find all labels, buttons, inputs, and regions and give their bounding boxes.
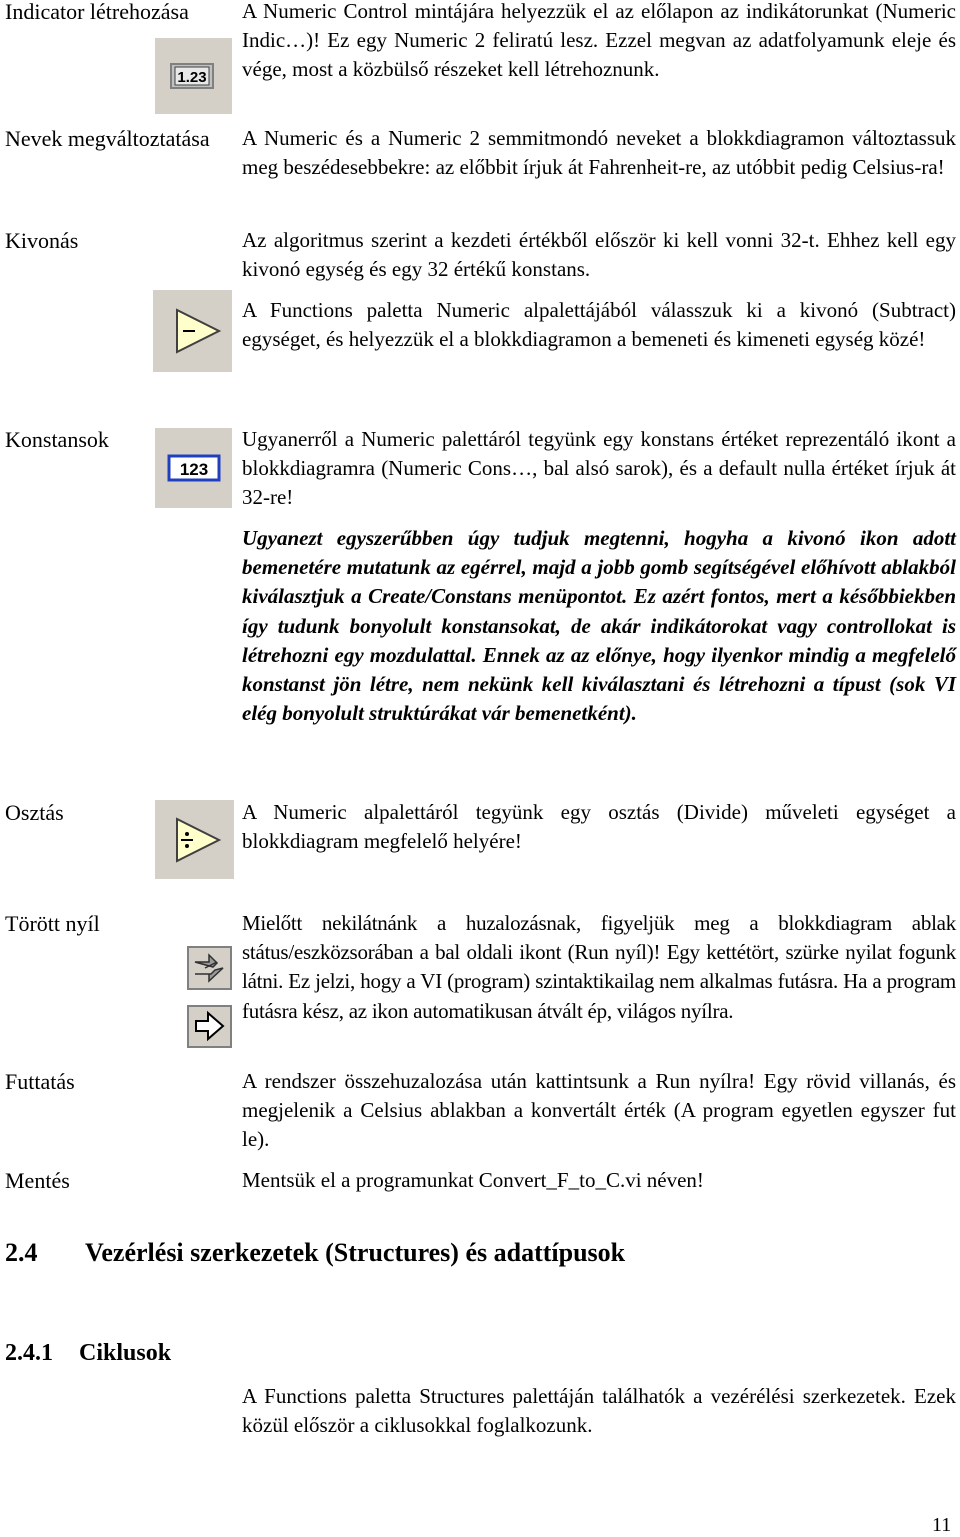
numeric-constant-icon-text: 123 xyxy=(179,460,209,479)
subtract-icon xyxy=(153,290,232,372)
label-divide: Osztás xyxy=(5,800,64,825)
subsection-title: Ciklusok xyxy=(79,1340,172,1366)
subsection-number: 2.4.1 xyxy=(5,1340,53,1366)
text-run: A rendszer összehuzalozása után kattintsunk a Run nyílra! Egy rövid villanás, és megjelenik a Celsius ablakban a konvertált érték (A program egyetlen egyszer fut le). xyxy=(242,1069,956,1152)
numeric-indicator-icon-text: 1.23 xyxy=(177,69,207,86)
divide-icon xyxy=(155,800,234,879)
text-broken-arrow: Mielőtt nekilátnánk a huzalozásnak, figyeljük meg a blokkdiagram ablak státus/eszközsorában a bal oldali ikont (Run nyíl)! Egy kettétört, szürke nyilat fogunk látni. Ez jelzi, hogy a VI (program) szintaktikailag nem alkalmas futásra. Ha a program futásra kész, az ikon automatikusan átvált ép, világos nyílra. xyxy=(242,911,956,1023)
intro-paragraph: A Functions paletta Structures palettáján találhatók a vezérélési szerkezetek. Ezek közül először a ciklusokkal foglalkozunk. xyxy=(242,1384,956,1438)
label-constants: Konstansok xyxy=(5,427,109,452)
text-divide: A Numeric alpalettáról tegyünk egy osztás (Divide) műveleti egységet a blokkdiagram megfelelő helyére! xyxy=(242,800,956,854)
section-number: 2.4 xyxy=(5,1238,38,1267)
section-heading xyxy=(5,1238,625,1268)
label-subtract: Kivonás xyxy=(5,228,79,253)
text-subtract-2: A Functions paletta Numeric alpalettájából válasszuk ki a kivonó (Subtract) egységet, és helyezzük el a blokkdiagramon a bemeneti és kimeneti egység közé! xyxy=(242,298,956,352)
text-constants-1: Ugyanerről a Numeric palettáról tegyünk egy konstans értéket reprezentáló ikont a blokkdiagramra (Numeric Cons…, bal alsó sarok), és a default nulla értéket írjuk át 32-re! xyxy=(242,427,956,510)
label-indicator: Indicator létrehozása xyxy=(5,0,189,24)
label-save: Mentés xyxy=(5,1168,70,1193)
run-arrow-icon[interactable] xyxy=(187,1005,232,1048)
label-run: Futtatás xyxy=(5,1069,75,1094)
page-number: 11 xyxy=(932,1514,952,1536)
label-rename: Nevek megváltoztatása xyxy=(5,126,210,151)
numeric-indicator-icon xyxy=(155,38,232,114)
text-constants-2: Ugyanezt egyszerűbben úgy tudjuk megtenni, hogyha a kivonó ikon adott bemenetére mutatunk az egérrel, majd a jobb gomb segítségével előhívott ablakból kiválasztjuk a Create/Constans menüpontot. Ez azért fontos, mert a későbbiekben így tudunk bonyolult konstansokat, de akár indikátorokat vagy controllokat is létrehozni egy mozdulattal. Ennek az az előnye, hogy ilyenkor mindig a megfelelő konstanst jön létre, nem nekünk kell kiválasztani és létrehozni a típust (sok VI elég bonyolult struktúrákat vár bemenetként). xyxy=(242,526,956,726)
broken-run-arrow-icon xyxy=(187,946,232,990)
text-save: Mentsük el a programunkat Convert_F_to_C.vi néven! xyxy=(242,1168,704,1192)
numeric-constant-icon xyxy=(155,428,232,508)
text-subtract-1: Az algoritmus szerint a kezdeti értékből először ki kell vonni 32-t. Ehhez kell egy kivonó egység és egy 32 értékű konstans. xyxy=(242,228,956,282)
label-broken-arrow: Törött nyíl xyxy=(5,911,100,936)
section-title: Vezérlési szerkezetek (Structures) és adattípusok xyxy=(85,1238,626,1267)
text-rename: A Numeric és a Numeric 2 semmitmondó neveket a blokkdiagramon változtassuk meg beszédesebbekre: az előbbit írjuk át Fahrenheit-re, az utóbbit pedig Celsius-ra! xyxy=(242,126,956,180)
text-indicator: A Numeric Control mintájára helyezzük el az előlapon az indikátorunkat (Numeric Indic…)! Ez egy Numeric 2 feliratú lesz. Ezzel megvan az adatfolyamunk eleje és vége, most a közbülső részeket kell létrehoznunk. xyxy=(242,0,956,82)
subsection-heading xyxy=(5,1340,171,1367)
